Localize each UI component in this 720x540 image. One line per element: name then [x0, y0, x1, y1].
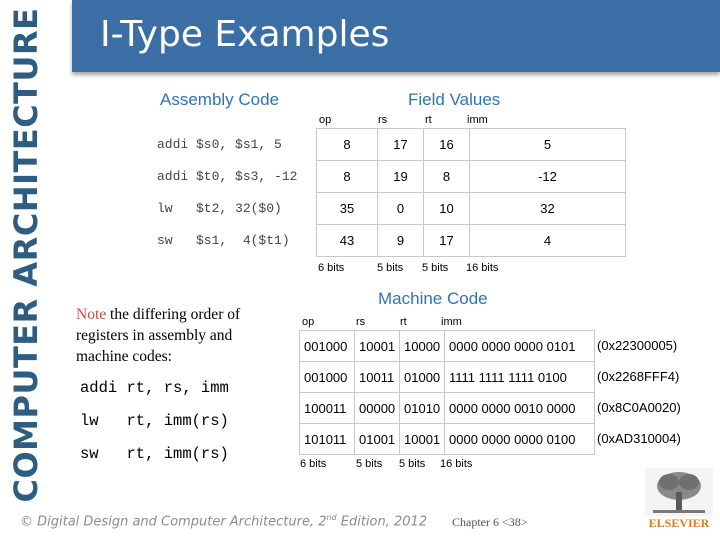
machine-cell: 0000 0000 0010 0000: [445, 393, 595, 424]
copyright-footer: [20, 513, 427, 529]
field-cell: 16: [424, 129, 470, 161]
machine-header-op: op: [302, 316, 315, 328]
hex-value: (0x8C0A0020): [597, 400, 681, 415]
field-cell: 19: [378, 161, 424, 193]
machine-header-rt: rt: [400, 316, 407, 328]
field-header-rs: rs: [378, 114, 388, 126]
note-keyword: Note: [76, 306, 107, 323]
machine-width-rt: 5 bits: [399, 458, 426, 470]
machine-header-imm: imm: [441, 316, 462, 328]
field-cell: 8: [424, 161, 470, 193]
assembly-line: lw $t2, 32($0): [157, 201, 282, 216]
table-row: [300, 362, 595, 393]
field-cell: 35: [317, 193, 378, 225]
machine-header-rs: rs: [356, 316, 366, 328]
field-cell: 17: [424, 225, 470, 257]
elsevier-logo: [645, 468, 713, 530]
title-bar: [72, 0, 720, 72]
table-row: [317, 161, 626, 193]
table-row: [300, 393, 595, 424]
elsevier-text: ELSEVIER: [648, 516, 710, 530]
field-cell: 8: [317, 129, 378, 161]
side-title-text: COMPUTER ARCHITECTURE: [7, 7, 45, 503]
field-header-op: op: [319, 114, 332, 126]
machine-cell: 10000: [400, 331, 445, 362]
machine-cell: 1111 1111 1111 0100: [445, 362, 595, 393]
field-cell: 9: [378, 225, 424, 257]
assembly-line: addi $t0, $s3, -12: [157, 169, 298, 184]
machine-cell: 001000: [300, 331, 355, 362]
machine-cell: 01000: [400, 362, 445, 393]
field-width-op: 6 bits: [318, 262, 345, 274]
side-title: [0, 0, 52, 510]
field-cell: 0: [378, 193, 424, 225]
machine-cell: 10001: [355, 331, 400, 362]
field-values-title: Field Values: [408, 90, 501, 109]
machine-cell: 0000 0000 0000 0100: [445, 424, 595, 455]
table-row: [300, 424, 595, 455]
field-cell: 17: [378, 129, 424, 161]
machine-width-imm: 16 bits: [440, 458, 473, 470]
machine-cell: 01001: [355, 424, 400, 455]
chapter-label: Chapter 6 <38>: [452, 515, 528, 529]
field-cell: -12: [470, 161, 626, 193]
machine-cell: 101011: [300, 424, 355, 455]
table-row: [300, 331, 595, 362]
field-width-rt: 5 bits: [422, 262, 449, 274]
machine-cell: 00000: [355, 393, 400, 424]
tree-icon: [645, 468, 713, 516]
field-cell: 8: [317, 161, 378, 193]
field-cell: 10: [424, 193, 470, 225]
machine-cell: 01010: [400, 393, 445, 424]
machine-width-rs: 5 bits: [356, 458, 383, 470]
hex-value: (0xAD310004): [597, 431, 681, 446]
field-width-rs: 5 bits: [377, 262, 404, 274]
machine-cell: 10001: [400, 424, 445, 455]
machine-cell: 001000: [300, 362, 355, 393]
assembly-line: addi $s0, $s1, 5: [157, 137, 282, 152]
field-width-imm: 16 bits: [466, 262, 499, 274]
note-text: [76, 304, 281, 367]
field-cell: 32: [470, 193, 626, 225]
copyright-text-end: Edition, 2012: [336, 514, 428, 530]
field-cell: 4: [470, 225, 626, 257]
field-cell: 5: [470, 129, 626, 161]
machine-cell: 100011: [300, 393, 355, 424]
hex-value: (0x22300005): [597, 338, 678, 353]
table-row: [317, 225, 626, 257]
machine-width-op: 6 bits: [300, 458, 327, 470]
copyright-sup: nd: [326, 513, 337, 522]
slide-title: I-Type Examples: [100, 14, 390, 55]
field-cell: 43: [317, 225, 378, 257]
table-row: [317, 193, 626, 225]
format-line: addi rt, rs, imm: [80, 379, 229, 397]
machine-code-title: Machine Code: [378, 289, 488, 308]
copyright-text: © Digital Design and Computer Architecture, 2: [20, 514, 327, 530]
machine-code-table: [299, 330, 595, 455]
assembly-code-title: Assembly Code: [160, 90, 280, 109]
note-body: the differing order of registers in assembly and machine codes:: [76, 306, 241, 365]
hex-value: (0x2268FFF4): [597, 369, 680, 384]
format-line: lw rt, imm(rs): [80, 412, 229, 430]
table-row: [317, 129, 626, 161]
machine-cell: 10011: [355, 362, 400, 393]
assembly-line: sw $s1, 4($t1): [157, 233, 290, 248]
field-header-imm: imm: [467, 114, 488, 126]
field-values-table: [316, 128, 626, 257]
format-line: sw rt, imm(rs): [80, 445, 229, 463]
field-header-rt: rt: [425, 114, 432, 126]
machine-cell: 0000 0000 0000 0101: [445, 331, 595, 362]
